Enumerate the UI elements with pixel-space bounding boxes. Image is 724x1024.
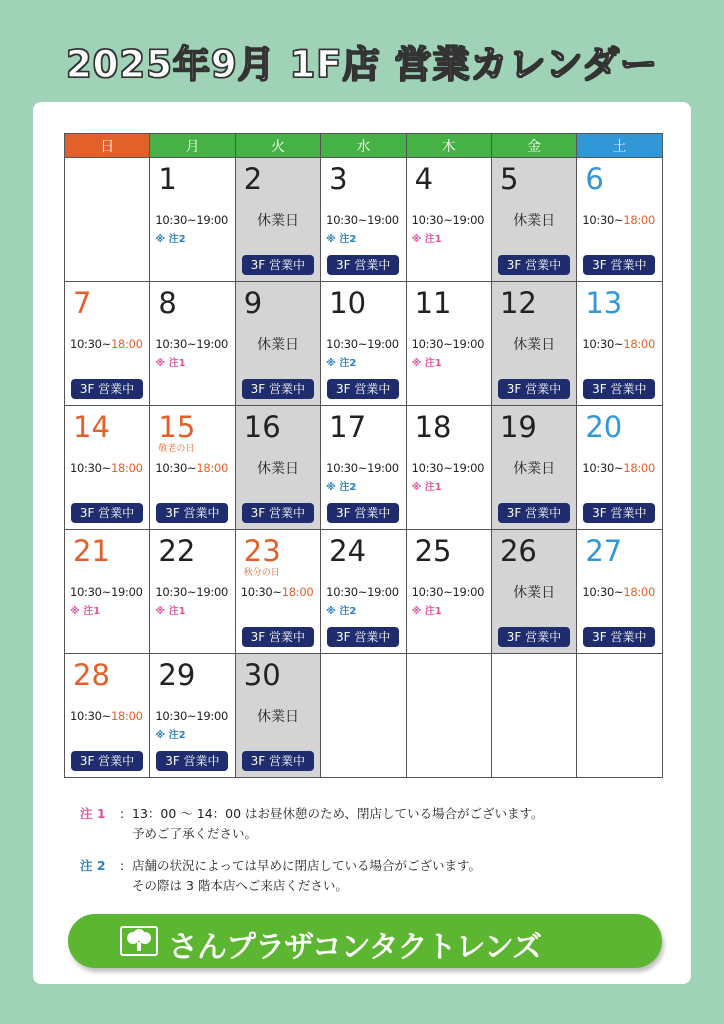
note-2-label: 注 2 bbox=[80, 858, 106, 873]
calendar-week-row bbox=[65, 406, 663, 530]
day-note: ※ 注2 bbox=[155, 234, 186, 245]
floor3-open-badge: 3F 営業中 bbox=[242, 751, 314, 771]
day-number: 25 bbox=[414, 534, 452, 568]
business-hours: 10:30~19:00 bbox=[411, 213, 485, 227]
note-2: 注 2 : 店舗の状況によっては早めに閉店している場合がございます。 その際は 3 階本店へご来店ください。 bbox=[80, 856, 544, 896]
day-note: ※ 注1 bbox=[70, 606, 101, 617]
note-2-line1: 店舗の状況によっては早めに閉店している場合がございます。 bbox=[132, 858, 482, 873]
hours-end-early: 18:00 bbox=[110, 337, 143, 351]
business-hours bbox=[70, 337, 143, 351]
calendar-day-cell bbox=[65, 530, 150, 654]
floor3-open-badge: 3F 営業中 bbox=[242, 627, 314, 647]
floor3-open-badge: 3F 営業中 bbox=[327, 503, 399, 523]
calendar-day-cell bbox=[321, 530, 406, 654]
day-number: 8 bbox=[158, 286, 177, 320]
floor3-open-badge: 3F 営業中 bbox=[498, 627, 570, 647]
day-note: ※ 注2 bbox=[326, 482, 357, 493]
calendar-day-cell bbox=[577, 530, 662, 654]
calendar-week-row bbox=[65, 654, 663, 778]
hours-start: 10:30~ bbox=[70, 709, 111, 723]
calendar-day-cell bbox=[577, 406, 662, 530]
floor3-open-badge: 3F 営業中 bbox=[498, 255, 570, 275]
calendar-empty-cell bbox=[577, 654, 662, 778]
day-note: ※ 注2 bbox=[155, 730, 186, 741]
calendar-day-cell bbox=[235, 406, 320, 530]
floor3-open-badge: 3F 営業中 bbox=[156, 751, 228, 771]
day-number: 7 bbox=[73, 286, 92, 320]
day-number: 15 bbox=[158, 410, 196, 444]
business-hours: 10:30~19:00 bbox=[155, 213, 229, 227]
calendar-day-cell bbox=[235, 530, 320, 654]
day-note: ※ 注2 bbox=[326, 234, 357, 245]
hours-start: 10:30~ bbox=[70, 337, 111, 351]
floor3-open-badge: 3F 営業中 bbox=[498, 379, 570, 399]
floor3-open-badge: 3F 営業中 bbox=[242, 503, 314, 523]
business-hours: 10:30~19:00 bbox=[411, 461, 485, 475]
floor3-open-badge: 3F 営業中 bbox=[71, 503, 143, 523]
closed-label: 休業日 bbox=[256, 461, 299, 477]
hours-end-early: 18:00 bbox=[623, 461, 655, 475]
hours-end-early: 18:00 bbox=[110, 709, 143, 723]
hours-end-early: 18:00 bbox=[623, 213, 655, 227]
calendar-week-row bbox=[65, 282, 663, 406]
weekday-header-sat: 土 bbox=[577, 134, 662, 158]
day-number: 2 bbox=[243, 162, 263, 196]
note-1-line1: 13：00 ～ 14：00 はお昼休憩のため、閉店している場合がございます。 bbox=[132, 806, 544, 821]
day-note: ※ 注1 bbox=[411, 482, 442, 493]
calendar-day-cell bbox=[150, 282, 235, 406]
calendar-empty-cell bbox=[406, 654, 491, 778]
day-number: 1 bbox=[158, 162, 177, 196]
business-hours: 10:30~19:00 bbox=[70, 585, 143, 599]
calendar-day-cell bbox=[235, 282, 320, 406]
calendar-day-cell bbox=[577, 158, 662, 282]
floor3-open-badge: 3F 営業中 bbox=[498, 503, 570, 523]
floor3-open-badge: 3F 営業中 bbox=[242, 255, 314, 275]
business-hours: 10:30~19:00 bbox=[411, 585, 485, 599]
calendar-week-row bbox=[65, 530, 663, 654]
day-number: 30 bbox=[243, 658, 281, 692]
calendar-day-cell bbox=[406, 406, 491, 530]
weekday-header-sun: 日 bbox=[65, 134, 150, 158]
calendar-day-cell bbox=[150, 158, 235, 282]
day-number: 13 bbox=[585, 286, 623, 320]
closed-label: 休業日 bbox=[513, 461, 556, 477]
calendar-empty-cell bbox=[65, 158, 150, 282]
day-number: 29 bbox=[158, 658, 196, 692]
hours-start: 10:30~ bbox=[240, 585, 282, 599]
weekday-header-tue: 火 bbox=[235, 134, 320, 158]
weekday-header-fri: 金 bbox=[491, 134, 576, 158]
calendar-day-cell bbox=[321, 406, 406, 530]
calendar-day-cell bbox=[406, 158, 491, 282]
hours-start: 10:30~ bbox=[582, 585, 624, 599]
day-number: 18 bbox=[414, 410, 452, 444]
calendar-day-cell bbox=[321, 158, 406, 282]
day-number: 24 bbox=[329, 534, 367, 568]
floor3-open-badge: 3F 営業中 bbox=[242, 379, 314, 399]
calendar-day-cell bbox=[491, 530, 576, 654]
weekday-header-row bbox=[65, 134, 663, 158]
calendar-day-cell bbox=[235, 654, 320, 778]
floor3-open-badge: 3F 営業中 bbox=[583, 627, 655, 647]
floor3-open-badge: 3F 営業中 bbox=[71, 379, 143, 399]
day-number: 4 bbox=[414, 162, 434, 196]
floor3-open-badge: 3F 営業中 bbox=[156, 503, 228, 523]
floor3-open-badge: 3F 営業中 bbox=[327, 379, 399, 399]
weekday-header-mon: 月 bbox=[150, 134, 235, 158]
brand-name: さんプラザコンタクトレンズ bbox=[168, 930, 541, 965]
day-number: 5 bbox=[499, 162, 519, 196]
calendar-day-cell bbox=[65, 654, 150, 778]
calendar-day-cell bbox=[406, 282, 491, 406]
hours-end-early: 18:00 bbox=[623, 585, 655, 599]
day-number: 11 bbox=[414, 286, 452, 320]
business-hours bbox=[241, 585, 314, 599]
calendar-day-cell bbox=[150, 406, 235, 530]
holiday-name: 敬老の日 bbox=[158, 444, 195, 454]
floor3-open-badge: 3F 営業中 bbox=[583, 379, 655, 399]
business-hours bbox=[582, 461, 655, 475]
day-number: 20 bbox=[585, 410, 623, 444]
hours-start: 10:30~ bbox=[582, 337, 624, 351]
floor3-open-badge: 3F 営業中 bbox=[583, 503, 655, 523]
closed-label: 休業日 bbox=[256, 213, 299, 229]
day-number: 21 bbox=[73, 534, 110, 568]
closed-label: 休業日 bbox=[256, 709, 299, 725]
business-hours bbox=[70, 709, 143, 723]
business-hours bbox=[155, 461, 228, 475]
business-hours: 10:30~19:00 bbox=[326, 337, 399, 351]
calendar-week-row bbox=[65, 158, 663, 282]
day-note: ※ 注1 bbox=[411, 358, 442, 369]
day-note: ※ 注1 bbox=[155, 606, 186, 617]
day-number: 19 bbox=[499, 410, 537, 444]
note-1-line2: 予めご了承ください。 bbox=[132, 826, 258, 841]
tree-logo-icon bbox=[120, 926, 158, 956]
day-number: 3 bbox=[329, 162, 348, 196]
hours-end-early: 18:00 bbox=[196, 461, 229, 475]
calendar-day-cell bbox=[491, 158, 576, 282]
weekday-header-thu: 木 bbox=[406, 134, 491, 158]
page-title: 2025年9月 1F店 営業カレンダー bbox=[65, 43, 659, 86]
business-hours bbox=[582, 213, 655, 227]
day-number: 6 bbox=[585, 162, 604, 196]
business-hours: 10:30~19:00 bbox=[326, 213, 399, 227]
day-number: 10 bbox=[329, 286, 367, 320]
note-1-label: 注 1 bbox=[80, 806, 106, 821]
day-number: 12 bbox=[499, 286, 537, 320]
day-note: ※ 注1 bbox=[155, 358, 186, 369]
hours-start: 10:30~ bbox=[155, 461, 197, 475]
day-number: 9 bbox=[243, 286, 263, 320]
day-number: 14 bbox=[73, 410, 110, 444]
calendar-day-cell bbox=[235, 158, 320, 282]
closed-label: 休業日 bbox=[513, 213, 556, 229]
business-hours: 10:30~19:00 bbox=[155, 337, 229, 351]
floor3-open-badge: 3F 営業中 bbox=[327, 627, 399, 647]
business-hours: 10:30~19:00 bbox=[326, 585, 399, 599]
day-number: 26 bbox=[499, 534, 537, 568]
business-hours bbox=[582, 337, 655, 351]
day-note: ※ 注2 bbox=[326, 358, 357, 369]
holiday-name: 秋分の日 bbox=[243, 568, 280, 578]
calendar-empty-cell bbox=[491, 654, 576, 778]
day-number: 22 bbox=[158, 534, 196, 568]
day-note: ※ 注2 bbox=[326, 606, 357, 617]
calendar-day-cell bbox=[150, 654, 235, 778]
hours-start: 10:30~ bbox=[582, 461, 624, 475]
hours-start: 10:30~ bbox=[582, 213, 624, 227]
calendar-day-cell bbox=[150, 530, 235, 654]
hours-end-early: 18:00 bbox=[281, 585, 314, 599]
weekday-header-wed: 水 bbox=[321, 134, 406, 158]
business-hours: 10:30~19:00 bbox=[411, 337, 485, 351]
closed-label: 休業日 bbox=[513, 585, 556, 601]
floor3-open-badge: 3F 営業中 bbox=[583, 255, 655, 275]
closed-label: 休業日 bbox=[513, 337, 556, 353]
note-1: 注 1 : 13：00 ～ 14：00 はお昼休憩のため、閉店している場合がございます。 予めご了承ください。 bbox=[80, 804, 544, 844]
day-number: 23 bbox=[243, 534, 281, 568]
day-note: ※ 注1 bbox=[411, 606, 442, 617]
calendar-empty-cell bbox=[321, 654, 406, 778]
floor3-open-badge: 3F 営業中 bbox=[327, 255, 399, 275]
calendar-day-cell bbox=[406, 530, 491, 654]
business-hours: 10:30~19:00 bbox=[155, 585, 229, 599]
hours-end-early: 18:00 bbox=[623, 337, 655, 351]
day-number: 27 bbox=[585, 534, 623, 568]
calendar-day-cell bbox=[65, 282, 150, 406]
business-hours: 10:30~19:00 bbox=[326, 461, 399, 475]
calendar-table bbox=[64, 133, 663, 778]
floor3-open-badge: 3F 営業中 bbox=[71, 751, 143, 771]
note-2-line2: その際は 3 階本店へご来店ください。 bbox=[132, 878, 348, 893]
hours-end-early: 18:00 bbox=[110, 461, 143, 475]
hours-start: 10:30~ bbox=[70, 461, 111, 475]
business-hours bbox=[70, 461, 143, 475]
day-number: 28 bbox=[73, 658, 110, 692]
day-number: 16 bbox=[243, 410, 281, 444]
calendar-day-cell bbox=[321, 282, 406, 406]
calendar-day-cell bbox=[577, 282, 662, 406]
closed-label: 休業日 bbox=[256, 337, 299, 353]
business-hours: 10:30~19:00 bbox=[155, 709, 229, 723]
calendar-day-cell bbox=[491, 282, 576, 406]
brand-banner bbox=[68, 914, 662, 968]
calendar-day-cell bbox=[491, 406, 576, 530]
business-hours bbox=[582, 585, 655, 599]
calendar-day-cell bbox=[65, 406, 150, 530]
notes-section bbox=[80, 804, 544, 908]
day-number: 17 bbox=[329, 410, 367, 444]
day-note: ※ 注1 bbox=[411, 234, 442, 245]
